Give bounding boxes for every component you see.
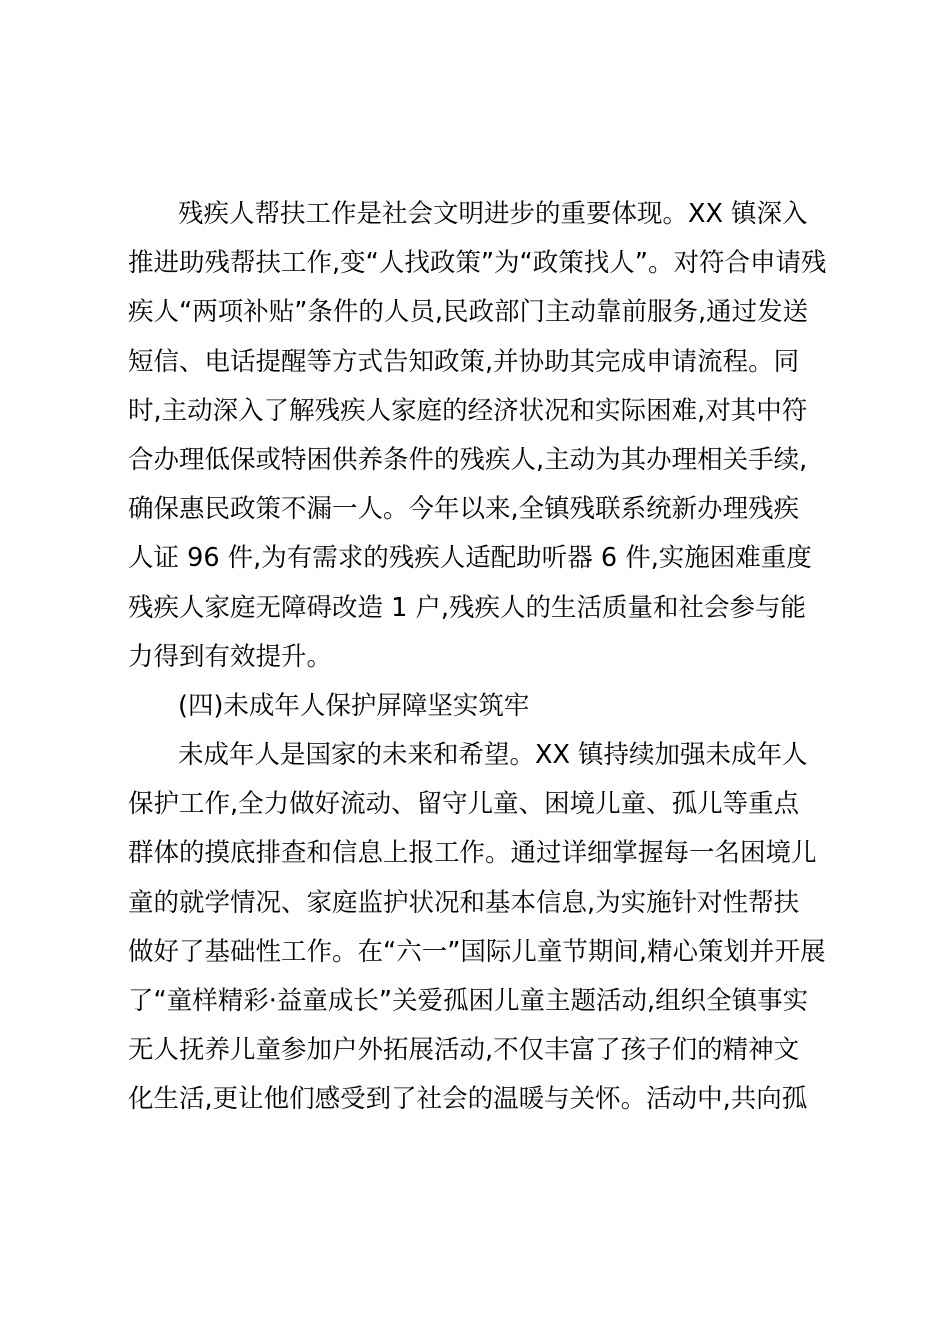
section-heading: (四)未成年人保护屏障坚实筑牢 [178, 690, 530, 721]
paragraph-disability-line-3: 疾人“两项补贴”条件的人员,民政部门主动靠前服务,通过发送 [128, 297, 809, 328]
paragraph-minors-line-6: 了“童样精彩·益童成长”关爱孤困儿童主题活动,组织全镇事实 [128, 986, 809, 1016]
paragraph-minors-line-5: 做好了基础性工作。在“六一”国际儿童节期间,精心策划并开展 [128, 936, 826, 967]
paragraph-disability-line-5: 时,主动深入了解残疾人家庭的经济状况和实际困难,对其中符 [128, 395, 808, 426]
paragraph-disability-line-8: 人证 96 件,为有需求的残疾人适配助听器 6 件,实施困难重度 [128, 543, 812, 574]
paragraph-disability-line-2: 推进助残帮扶工作,变“人找政策”为“政策找人”。对符合申请残 [128, 248, 827, 279]
paragraph-minors-line-1: 未成年人是国家的未来和希望。XX 镇持续加强未成年人 [178, 740, 808, 771]
paragraph-minors-line-8: 化生活,更让他们感受到了社会的温暖与关怀。活动中,共向孤 [128, 1084, 808, 1115]
paragraph-disability-line-9: 残疾人家庭无障碍改造 1 户,残疾人的生活质量和社会参与能 [128, 592, 807, 623]
body-text [128, 190, 828, 1125]
paragraph-disability-line-7: 确保惠民政策不漏一人。今年以来,全镇残联系统新办理残疾 [128, 494, 800, 525]
paragraph-minors-line-4: 童的就学情况、家庭监护状况和基本信息,为实施针对性帮扶 [128, 887, 800, 918]
paragraph-disability-line-4: 短信、电话提醒等方式告知政策,并协助其完成申请流程。同 [128, 346, 800, 377]
paragraph-disability-line-1: 残疾人帮扶工作是社会文明进步的重要体现。XX 镇深入 [178, 199, 808, 229]
paragraph-minors-line-7: 无人抚养儿童参加户外拓展活动,不仅丰富了孩子们的精神文 [128, 1035, 800, 1066]
paragraph-disability-line-6: 合办理低保或特困供养条件的残疾人,主动为其办理相关手续, [128, 444, 808, 475]
paragraph-minors-line-2: 保护工作,全力做好流动、留守儿童、困境儿童、孤儿等重点 [128, 789, 800, 820]
paragraph-minors-line-3: 群体的摸底排查和信息上报工作。通过详细掌握每一名困境儿 [128, 838, 817, 869]
paragraph-disability-line-10: 力得到有效提升。 [128, 641, 333, 672]
